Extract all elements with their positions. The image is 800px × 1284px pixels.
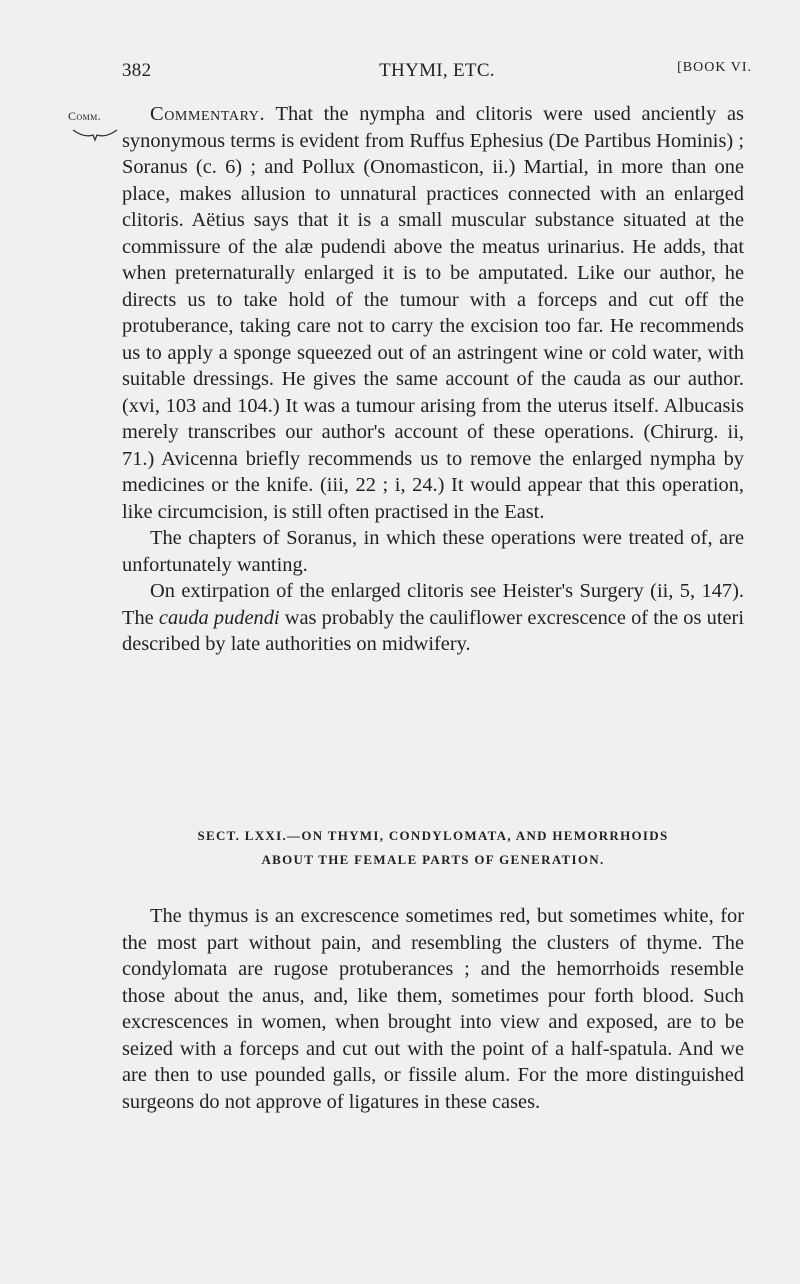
section-heading-line-1: SECT. LXXI.—ON THYMI, CONDYLOMATA, AND HEMORRHOIDS (197, 828, 669, 843)
margin-note: Comm. (68, 109, 102, 123)
running-head (122, 60, 752, 88)
section-heading-line-2: ABOUT THE FEMALE PARTS OF GENERATION. (261, 852, 605, 867)
commentary-text (122, 101, 744, 658)
section-paragraph: The thymus is an excrescence sometimes red, but sometimes white, for the most part without pain, and resembling the clusters of thyme. The condylomata are rugose protuberances ; and the hemorrhoids resemble those about the anus, and, like them, sometimes pour forth blood. Such excrescences in women, when brought into view and exposed, are to be seized with a forceps and cut out with the point of a half-spatula. And we are then to use pounded galls, or fissile alum. For the more distinguished surgeons do not approve of ligatures in these cases. (122, 905, 744, 1113)
commentary-paragraph-2: The chapters of Soranus, in which these operations were treated of, are unfortunately wanting. (122, 527, 744, 576)
commentary-lead: Commentary. (150, 103, 266, 125)
commentary-paragraph-3 (122, 578, 744, 658)
para3-italic: cauda pudendi (158, 606, 280, 629)
margin-brace-icon (72, 128, 118, 142)
book-label: [BOOK VI. (677, 60, 752, 75)
para3-before: On extirpation of the enlarged clitoris see Heister's Surgery (ii, 5, 147). The (122, 580, 744, 629)
section-heading (122, 824, 744, 872)
page-number: 382 (122, 60, 152, 81)
page-title: THYMI, ETC. (379, 60, 495, 81)
section-text (122, 903, 744, 1115)
commentary-para1-text: That the nympha and clitoris were used anciently as synonymous terms is evident from Ruffus Ephesius (De Partibus Hominis) ; Soranus (c. 6) ; and Pollux (Onomasticon, ii.) Martial, in more than one place, makes allusion to unnatural practices connected with an enlarged clitoris. Aëtius says that it is a small muscular substance situated at the commissure of the alæ pudendi above the meatus urinarius. He adds, that when preternaturally enlarged it is to be amputated. Like our author, he directs us to take hold of the tumour with a forceps and cut off the protuberance, taking care not to carry the excision too far. He recommends us to apply a sponge squeezed out of an astringent wine or cold water, with suitable dressings. He gives the same account of the cauda as our author. (xvi, 103 and 104.) It was a tumour arising from the uterus itself. Albucasis merely transcribes our author's account of these operations. (Chirurg. ii, 71.) Avicenna briefly recommends us to remove the enlarged nympha by medicines or the knife. (iii, 22 ; i, 24.) It would appear that this operation, like circumcision, is still often practised in the East. (122, 103, 744, 523)
para3-after: was probably the cauliflower excrescence of the os uteri described by late authorities on midwifery. (122, 606, 744, 655)
commentary-paragraph (122, 101, 744, 525)
